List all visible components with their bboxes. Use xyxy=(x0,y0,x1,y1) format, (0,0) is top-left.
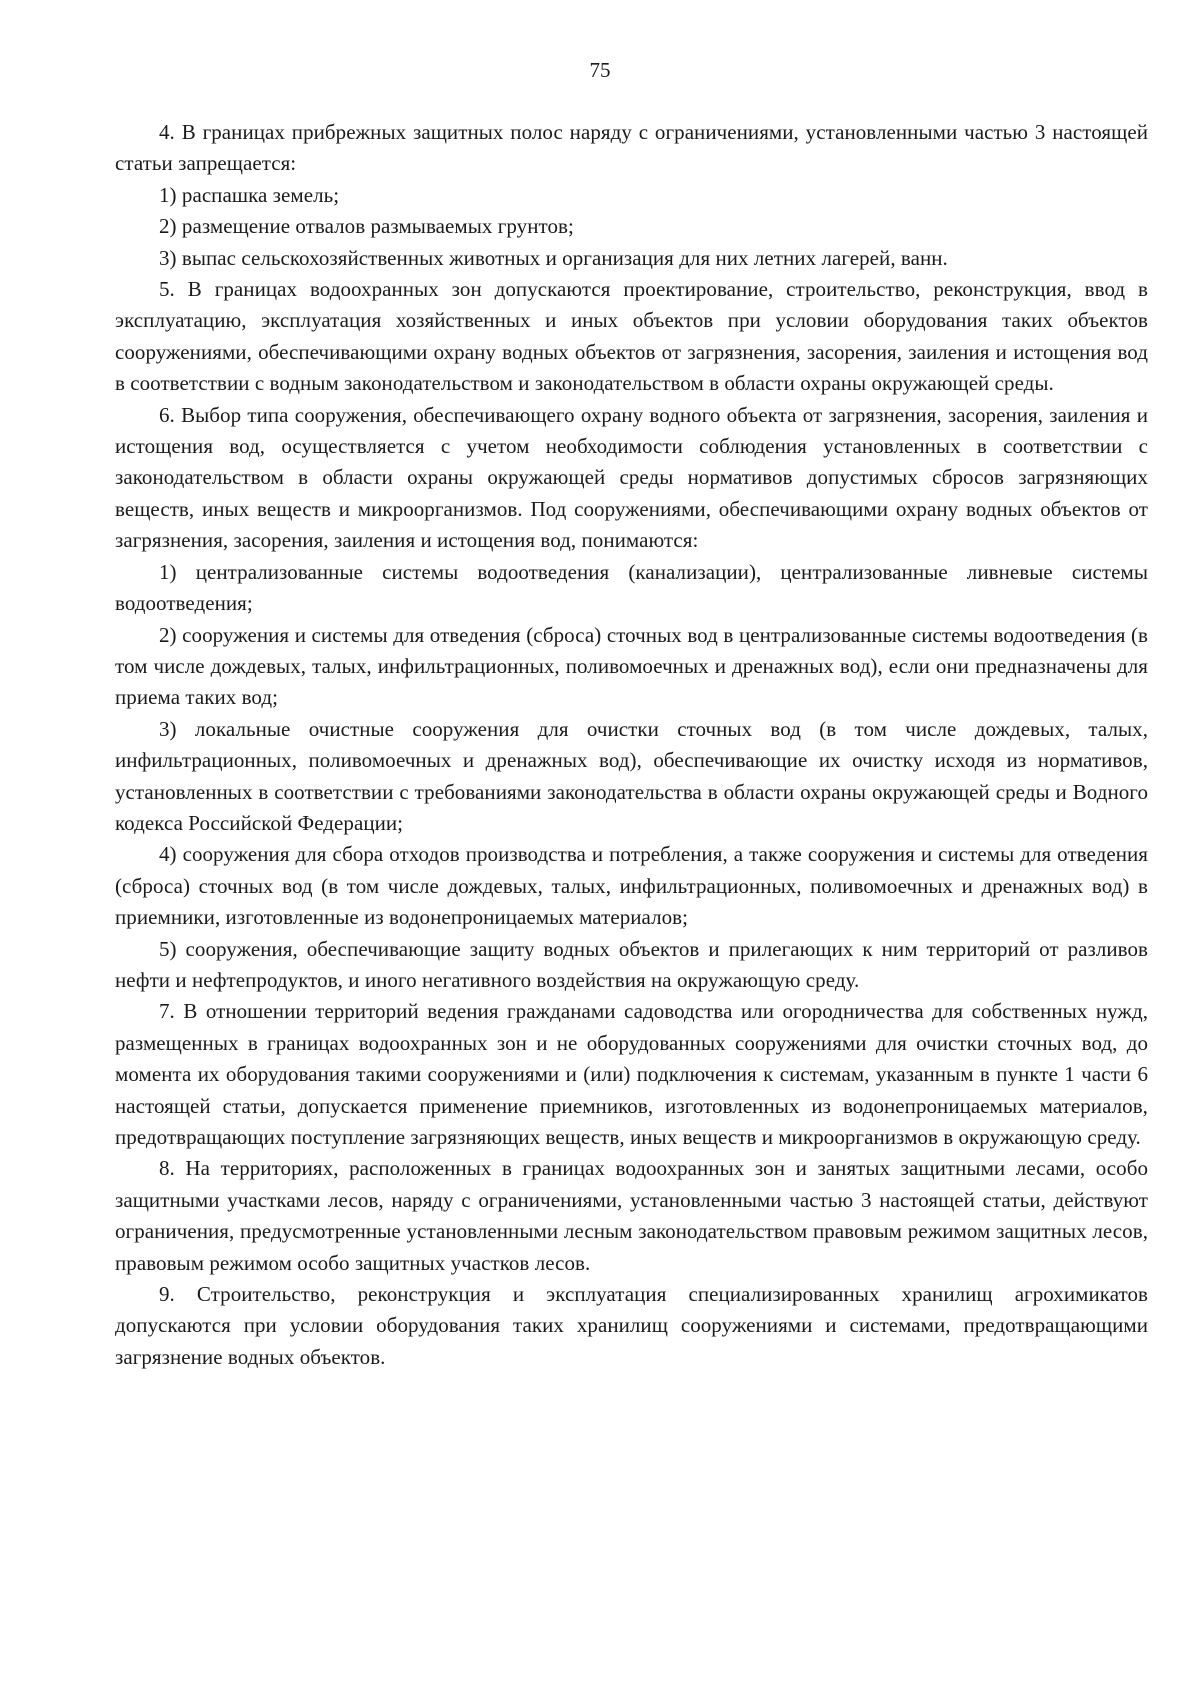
list-item-6-1: 1) централизованные системы водоотведения (канализации), централизованные ливневые системы водоотведения; xyxy=(115,559,1148,616)
list-item-4-1: 1) распашка земель; xyxy=(159,182,340,207)
paragraph-7: 7. В отношении территорий ведения гражданами садоводства или огородничества для собственных нужд, размещенных в границах водоохранных зон и не оборудованных сооружениями для очистки сточных вод, до момента их оборудования такими сооружениями и (или) подключения к системам, указанным в пункте 1 части 6 настоящей статьи, допускается применение приемников, изготовленных из водонепроницаемых материалов, предотвращающих поступление загрязняющих веществ, иных веществ и микроорганизмов в окружающую среду. xyxy=(115,999,1148,1149)
list-item-6-3: 3) локальные очистные сооружения для очистки сточных вод (в том числе дождевых, талых, инфильтрационных, поливомоечных и дренажных вод), обеспечивающие их очистку исходя из нормативов, установленных в соответствии с требованиями законодательства в области охраны окружающей среды и Водного кодекса Российской Федерации; xyxy=(115,716,1148,835)
list-item-4-3: 3) выпас сельскохозяйственных животных и организация для них летних лагерей, ванн. xyxy=(159,245,948,270)
paragraph-9: 9. Строительство, реконструкция и эксплуатация специализированных хранилищ агрохимикатов допускаются при условии оборудования таких хранилищ сооружениями и системами, предотвращающими загрязнение водных объектов. xyxy=(115,1282,1148,1369)
paragraph-6: 6. Выбор типа сооружения, обеспечивающего охрану водного объекта от загрязнения, засорения, заиления и истощения вод, осуществляется с учетом необходимости соблюдения установленных в соответствии с законодательством в области охраны окружающей среды нормативов допустимых сбросов загрязняющих веществ, иных веществ и микроорганизмов. Под сооружениями, обеспечивающими охрану водных объектов от загрязнения, засорения, заиления и истощения вод, понимаются: xyxy=(115,402,1148,553)
paragraph-8: 8. На территориях, расположенных в границах водоохранных зон и занятых защитными лесами, особо защитными участками лесов, наряду с ограничениями, установленными частью 3 настоящей статьи, действуют ограничения, предусмотренные установленными лесным законодательством правовым режимом защитных лесов, правовым режимом особо защитных участков лесов. xyxy=(115,1156,1148,1275)
list-item-6-5: 5) сооружения, обеспечивающие защиту водных объектов и прилегающих к ним территорий от разливов нефти и нефтепродуктов, и иного негативного воздействия на окружающую среду. xyxy=(115,936,1148,992)
paragraph-5: 5. В границах водоохранных зон допускаются проектирование, строительство, реконструкция, ввод в эксплуатацию, эксплуатация хозяйственных и иных объектов при условии оборудования таких объектов сооружениями, обеспечивающими охрану водных объектов от загрязнения, засорения, заиления и истощения вод в соответствии с водным законодательством и законодательством в области охраны окружающей среды. xyxy=(115,277,1148,396)
document-body xyxy=(115,117,1148,1373)
paragraph-4: 4. В границах прибрежных защитных полос наряду с ограничениями, установленными частью 3 настоящей статьи запрещается: xyxy=(115,120,1148,176)
list-item-6-4: 4) сооружения для сбора отходов производства и потребления, а также сооружения и системы для отведения (сброса) сточных вод (в том числе дождевых, талых, инфильтрационных, поливомоечных и дренажных вод) в приемники, изготовленные из водонепроницаемых материалов; xyxy=(115,842,1148,930)
list-item-4-2: 2) размещение отвалов размываемых грунтов; xyxy=(159,214,574,239)
page-number: 75 xyxy=(589,58,611,82)
list-item-6-2: 2) сооружения и системы для отведения (сброса) сточных вод в централизованные системы водоотведения (в том числе дождевых, талых, инфильтрационных, поливомоечных и дренажных вод), если они предназначены для приема таких вод; xyxy=(115,622,1148,710)
